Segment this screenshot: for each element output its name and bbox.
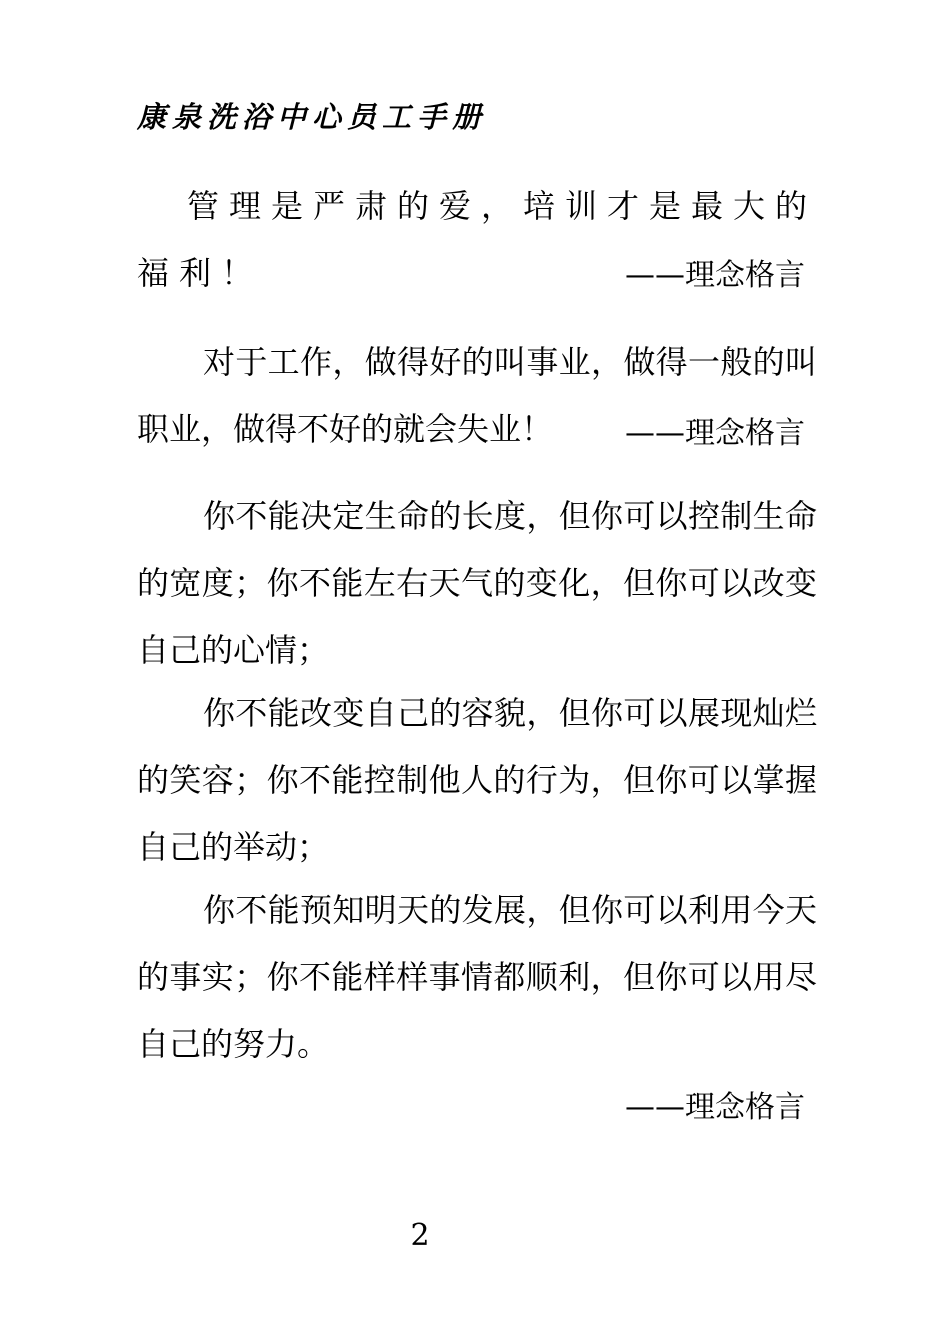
quote-paragraph: 管理是严肃的爱，培训才是最大的福利！ — [137, 187, 818, 292]
quote-attribution: ——理念格言 — [625, 1090, 805, 1125]
quote-attribution: ——理念格言 — [625, 416, 805, 451]
quote-paragraph: 你不能决定生命的长度，但你可以控制生命的宽度；你不能左右天气的变化，但你可以改变自己的心情； — [137, 497, 817, 669]
quote-paragraph: 你不能改变自己的容貌，但你可以展现灿烂的笑容；你不能控制他人的行为，但你可以掌握自己的举动； — [137, 694, 817, 866]
quote-paragraph: 对于工作，做得好的叫事业，做得一般的叫职业，做得不好的就会失业！ — [137, 343, 817, 448]
quote-paragraph: 你不能预知明天的发展，但你可以利用今天的事实；你不能样样事情都顺利，但你可以用尽自己的努力。 — [137, 891, 817, 1063]
quote-attribution: ——理念格言 — [625, 258, 805, 293]
page-number: 2 — [410, 1218, 430, 1253]
document-header: 康泉洗浴中心员工手册 — [137, 100, 488, 134]
